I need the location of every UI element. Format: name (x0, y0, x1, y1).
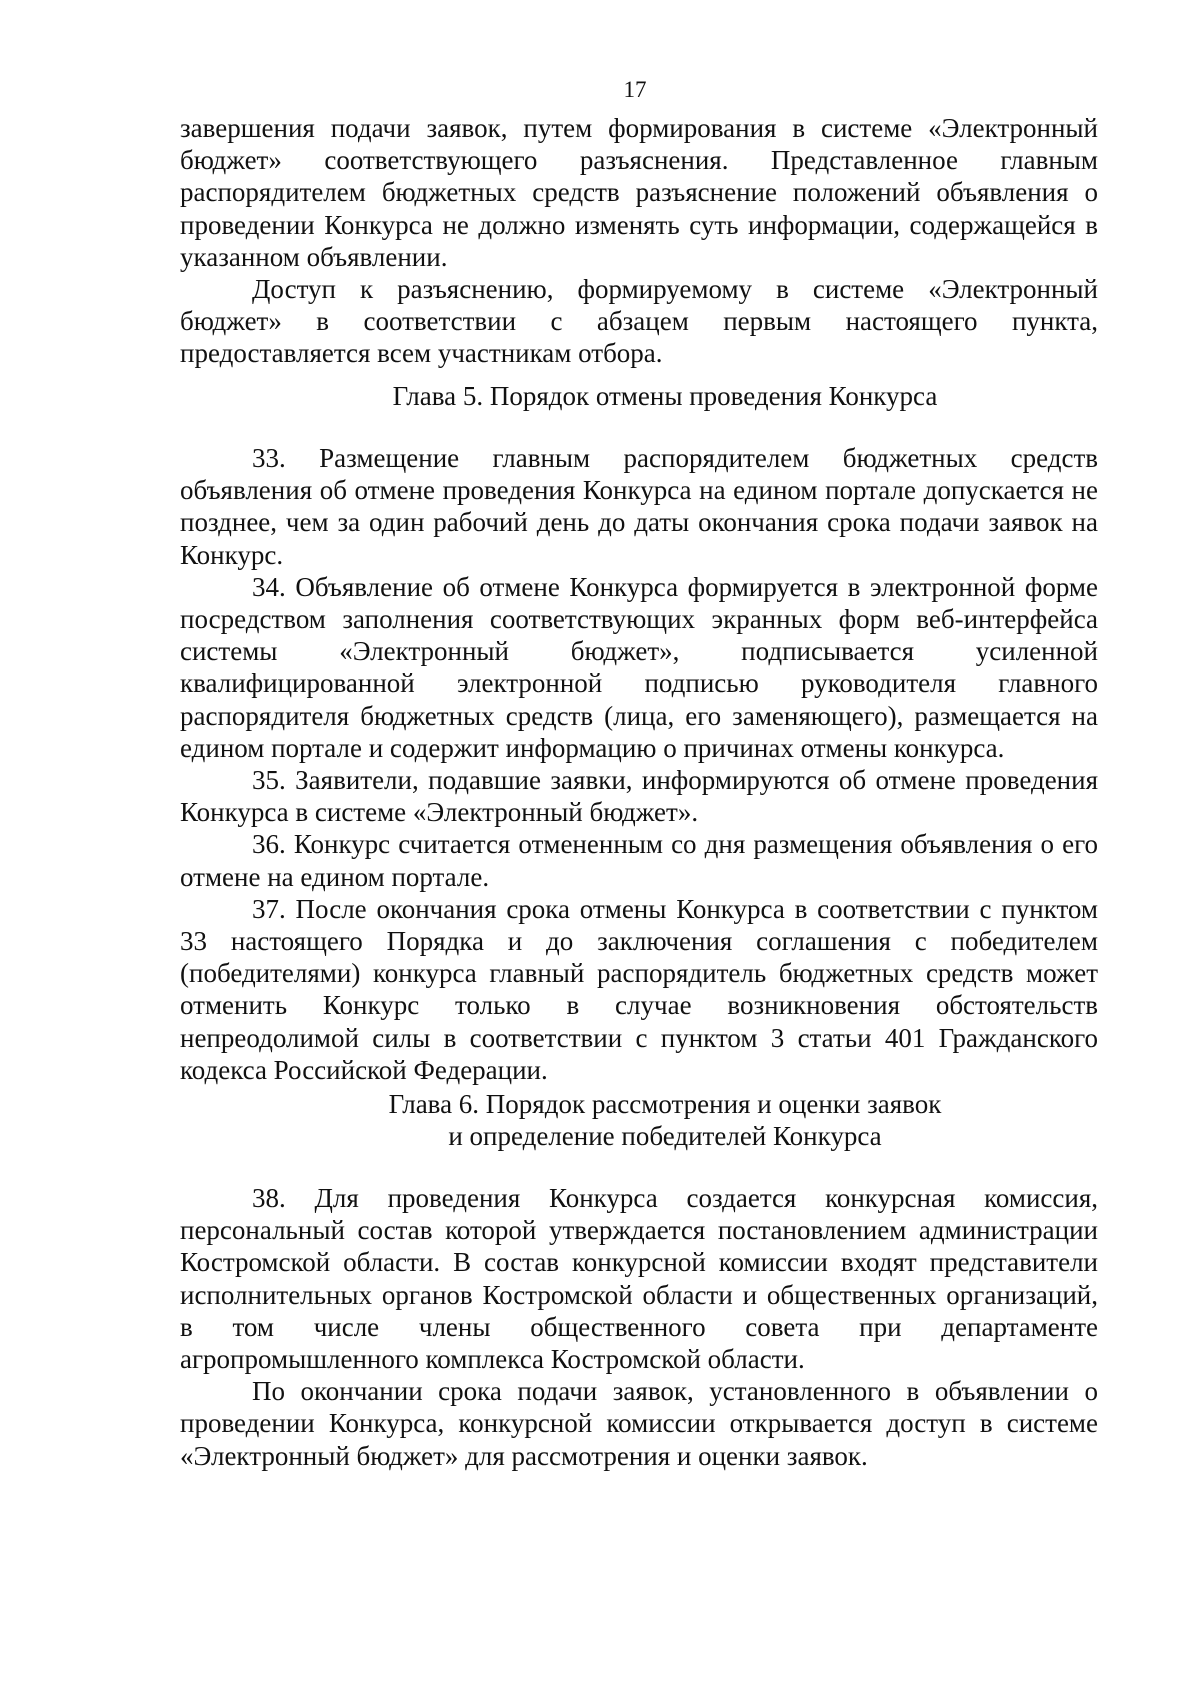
paragraph-33: 33. Размещение главным распорядителем бюджетных средств объявления об отмене проведения Конкурса на едином портале допускается не позднее, чем за один рабочий день до даты окончания срока подачи заявок на Конкурс. (180, 443, 1098, 570)
chapter-6-heading-line-1: Глава 6. Порядок рассмотрения и оценки заявок (388, 1089, 942, 1119)
continuation-section (180, 112, 1098, 370)
paragraph-continuation: завершения подачи заявок, путем формирования в системе «Электронный бюджет» соответствующего разъяснения. Представленное главным распорядителем бюджетных средств разъяснение положений объявления о проведении Конкурса не должно изменять суть информации, содержащейся в указанном объявлении. (180, 113, 1098, 272)
page-number: 17 (623, 77, 647, 102)
chapter-6-section (180, 1182, 1098, 1472)
chapter-5-section (180, 442, 1098, 1086)
paragraph-36: 36. Конкурс считается отмененным со дня размещения объявления о его отмене на едином портале. (180, 829, 1098, 892)
paragraph-access: Доступ к разъяснению, формируемому в системе «Электронный бюджет» в соответствии с абзацем первым настоящего пункта, предоставляется всем участникам отбора. (180, 274, 1098, 369)
paragraph-review-access: По окончании срока подачи заявок, установленного в объявлении о проведении Конкурса, конкурсной комиссии открывается доступ в системе «Электронный бюджет» для рассмотрения и оценки заявок. (180, 1376, 1098, 1471)
paragraph-37: 37. После окончания срока отмены Конкурса в соответствии с пунктом 33 настоящего Порядка и до заключения соглашения с победителем (победителями) конкурса главный распорядитель бюджетных средств может отменить Конкурс только в случае возникновения обстоятельств непреодолимой силы в соответствии с пунктом 3 статьи 401 Гражданского кодекса Российской Федерации. (180, 893, 1098, 1085)
paragraph-38: 38. Для проведения Конкурса создается конкурсная комиссия, персональный состав которой утверждается постановлением администрации Костромской области. В состав конкурсной комиссии входят представители исполнительных органов Костромской области и общественных организаций, в том числе члены общественного совета при департаменте агропромышленного комплекса Костромской области. (180, 1183, 1098, 1375)
chapter-6-heading (180, 1088, 1098, 1152)
chapter-6-heading-line-2: и определение победителей Конкурса (448, 1121, 882, 1152)
paragraph-35: 35. Заявители, подавшие заявки, информируются об отмене проведения Конкурса в системе «Электронный бюджет». (180, 765, 1098, 828)
chapter-5-heading: Глава 5. Порядок отмены проведения Конкурса (392, 381, 938, 411)
paragraph-34: 34. Объявление об отмене Конкурса формируется в электронной форме посредством заполнения соответствующих экранных форм веб-интерфейса системы «Электронный бюджет», подписывается усиленной квалифицированной электронной подписью руководителя главного распорядителя бюджетных средств (лица, его заменяющего), размещается на едином портале и содержит информацию о причинах отмены конкурса. (180, 571, 1098, 763)
